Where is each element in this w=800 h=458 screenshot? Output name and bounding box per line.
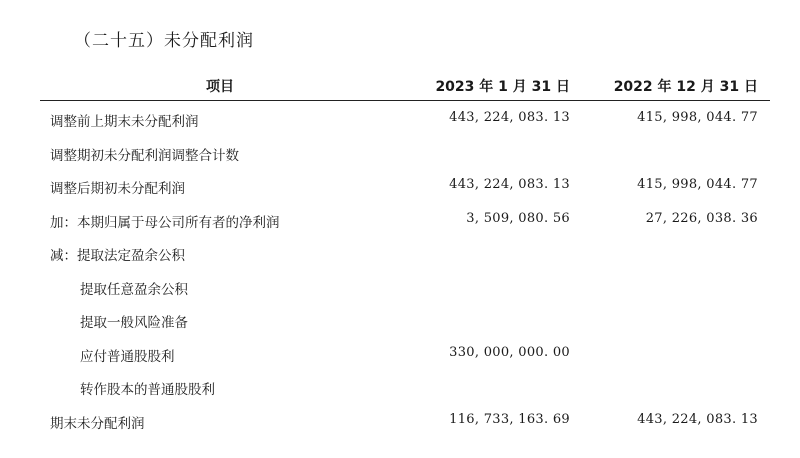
table-row — [40, 168, 770, 202]
table-row — [40, 101, 770, 135]
row-label: 期末未分配利润 — [50, 415, 145, 432]
row-label: 应付普通股股利 — [80, 348, 175, 365]
row-label: 转作股本的普通股股利 — [80, 382, 215, 398]
row-value-2022: 27, 226, 038. 36 — [645, 210, 758, 226]
table-row — [40, 202, 770, 236]
retained-earnings-table — [40, 70, 770, 436]
table-row — [40, 403, 770, 437]
header-item: 项目 — [206, 79, 234, 95]
row-label: 调整后期初未分配利润 — [50, 181, 185, 197]
row-value-2023: 330, 000, 000. 00 — [449, 344, 570, 360]
row-label: 提取任意盈余公积 — [80, 281, 188, 298]
table-row — [40, 269, 770, 303]
table-row — [40, 135, 770, 169]
table-row — [40, 235, 770, 269]
section-title: （二十五）未分配利润 — [74, 31, 254, 51]
row-value-2023: 3, 509, 080. 56 — [466, 210, 570, 226]
row-value-2022: 443, 224, 083. 13 — [637, 411, 758, 427]
header-col-2022: 2022 年 12 月 31 日 — [613, 79, 758, 95]
row-value-2023: 443, 224, 083. 13 — [449, 177, 570, 192]
table-row — [40, 336, 770, 370]
table-row — [40, 369, 770, 403]
row-label: 加：本期归属于母公司所有者的净利润 — [50, 214, 280, 231]
table-header — [40, 70, 770, 101]
row-value-2022: 415, 998, 044. 77 — [637, 110, 758, 125]
row-label: 调整前上期末未分配利润 — [50, 114, 199, 130]
row-value-2023: 116, 733, 163. 69 — [449, 411, 570, 427]
header-col-2023: 2023 年 1 月 31 日 — [435, 79, 570, 95]
table-row — [40, 302, 770, 336]
row-label: 提取一般风险准备 — [80, 315, 188, 331]
row-value-2022: 415, 998, 044. 77 — [637, 177, 758, 192]
row-label: 调整期初未分配利润调整合计数 — [50, 147, 239, 164]
row-label: 减：提取法定盈余公积 — [50, 248, 185, 264]
row-value-2023: 443, 224, 083. 13 — [449, 110, 570, 125]
table-body — [40, 101, 770, 436]
